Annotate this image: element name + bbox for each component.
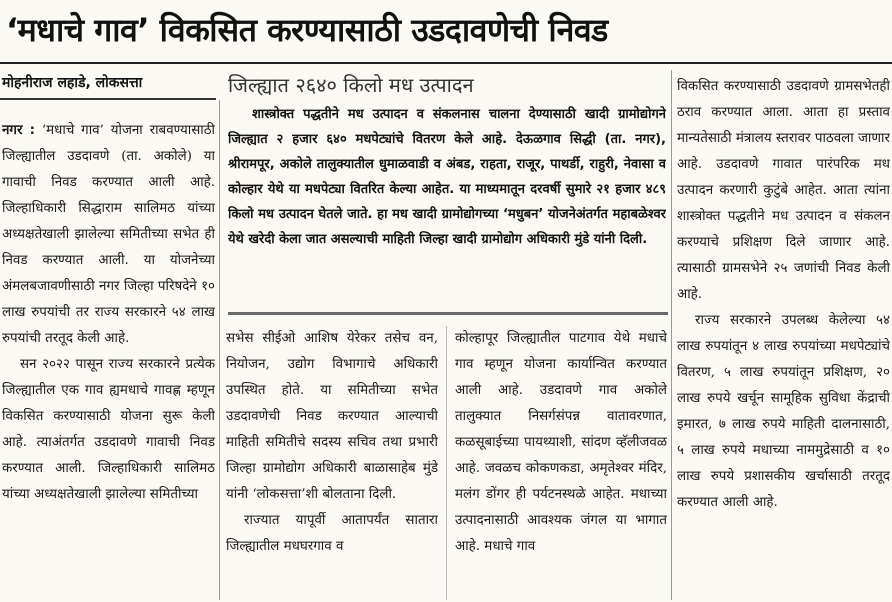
box-body <box>228 102 666 308</box>
col1-paragraph-2: सन २०२२ पासून राज्य सरकारने प्रत्येक जिल्ह्यातील एक गाव ह्यमधाचे गावह्ण म्हणून विकसित करण्यासाठी योजना सुरू केली आहे. त्याअंतर्गत उडदावणे गावाची निवड करण्यात आली. जिल्हाधिकारी सालिमठ यांच्या अध्यक्षतेखाली झालेल्या समितीच्या <box>2 357 215 502</box>
column-1 <box>2 118 215 600</box>
dateline: नगर : <box>2 123 36 138</box>
headline-rule <box>0 62 892 64</box>
col4-paragraph-2: राज्य सरकारने उपलब्ध केलेल्या ५४ लाख रुपयांतून ४ लाख रुपयांच्या मधपेट्यांचे वितरण, ५ लाख रुपयांतून प्रशिक्षण, २० लाख रुपये खर्चून सामूहिक सुविधा केंद्राची इमारत, ७ लाख रुपये माहिती दालनासाठी, ५ लाख रुपये मधाच्या नाममुद्रेसाठी व १० लाख रुपये प्रशासकीय खर्चासाठी तरतूद करण्यात आली आहे. <box>677 313 890 510</box>
column-2 <box>226 326 438 600</box>
col1-text-1: ‘मधाचे गाव’ योजना राबवण्यासाठी जिल्ह्यातील उडदावणे (ता. अकोले) या गावाची निवड करण्यात आली आहे. जिल्हाधिकारी सिद्धाराम सालिमठ यांच्या अध्यक्षतेखाली झालेल्या समितीच्या सभेत ही निवड करण्यात आली. या योजनेच्या अंमलबजावणीसाठी नगर जिल्हा परिषदेने १० लाख रुपयांची तर राज्य सरकारने ५४ लाख रुपयांची तरतूद केली आहे. <box>2 123 215 346</box>
col1-paragraph-1 <box>2 118 215 352</box>
box-title: जिल्ह्यात २६४० किलो मध उत्पादन <box>228 73 474 97</box>
column-divider <box>446 326 447 600</box>
byline-rule <box>0 98 216 100</box>
column-divider <box>671 70 672 600</box>
headline: ‘मधाचे गाव’ विकसित करण्यासाठी उडदावणेची निवड <box>6 11 608 49</box>
column-divider <box>219 100 220 600</box>
column-3 <box>455 326 667 600</box>
col4-paragraph-1: विकसित करण्यासाठी उडदावणे ग्रामसभेतही ठराव करण्यात आला. आता हा प्रस्ताव मान्यतेसाठी मंत्रालय स्तरावर पाठवला जाणार आहे. उडदावणे गावात पारंपरिक मध उत्पादन करणारी कुटुंबे आहेत. आता त्यांना शास्त्रोक्त पद्धतीने मध उत्पादन व संकलन करण्याचे प्रशिक्षण दिले जाणार आहे. त्यासाठी ग्रामसभेने २५ जणांची निवड केली आहे. <box>677 79 890 302</box>
box-paragraph: शास्त्रोक्त पद्धतीने मध उत्पादन व संकलनास चालना देण्यासाठी खादी ग्रामोद्योगने जिल्ह्यात २ हजार ६४० मधपेट्यांचे वितरण केले आहे. देऊळगाव सिद्धी (ता. नगर), श्रीरामपूर, अकोले तालुक्यातील धुमाळवाडी व अंबड, राहता, राजूर, पाथर्डी, राहुरी, नेवासा व कोल्हार येथे या मधपेट्या वितरित केल्या आहेत. या माध्यमातून दरवर्षी सुमारे २१ हजार ४८९ किलो मध उत्पादन घेतले जाते. हा मध खादी ग्रामोद्योगच्या ‘मधुबन’ योजनेअंतर्गत महाबळेश्वर येथे खरेदी केला जात असल्याची माहिती जिल्हा खादी ग्रामोद्योग अधिकारी मुंडे यांनी दिली. <box>228 107 666 247</box>
byline: मोहनीराज लहाडे, लोकसत्ता <box>2 75 143 91</box>
col2-paragraph-1: सभेस सीईओ आशिष येरेकर तसेच वन, नियोजन, उद्योग विभागाचे अधिकारी उपस्थित होते. या समितीच्या सभेत उडदावणेची निवड करण्यात आल्याची माहिती समितीचे सदस्य सचिव तथा प्रभारी जिल्हा ग्रामोद्योग अधिकारी बाळासाहेब मुंडे यांनी ‘लोकसत्ता’शी बोलताना दिली. <box>226 331 438 502</box>
col3-paragraph-1: कोल्हापूर जिल्ह्यातील पाटगाव येथे मधाचे गाव म्हणून योजना कार्यान्वित करण्यात आली आहे. उडदावणे गाव अकोले तालुक्यात निसर्गसंपन्न वातावरणात, कळसूबाईच्या पायथ्याशी, सांदण व्हॅलीजवळ आहे. जवळच कोकणकडा, अमृतेश्वर मंदिर, मलंग डोंगर ही पर्यटनस्थळे आहेत. मधाच्या उत्पादनासाठी आवश्यक जंगल या भागात आहे. मधाचे गाव <box>455 331 667 554</box>
box-rule <box>228 312 668 315</box>
column-4 <box>677 74 890 600</box>
col2-paragraph-2: राज्यात यापूर्वी आतापर्यंत सातारा जिल्ह्यातील मधघरगाव व <box>226 513 438 554</box>
